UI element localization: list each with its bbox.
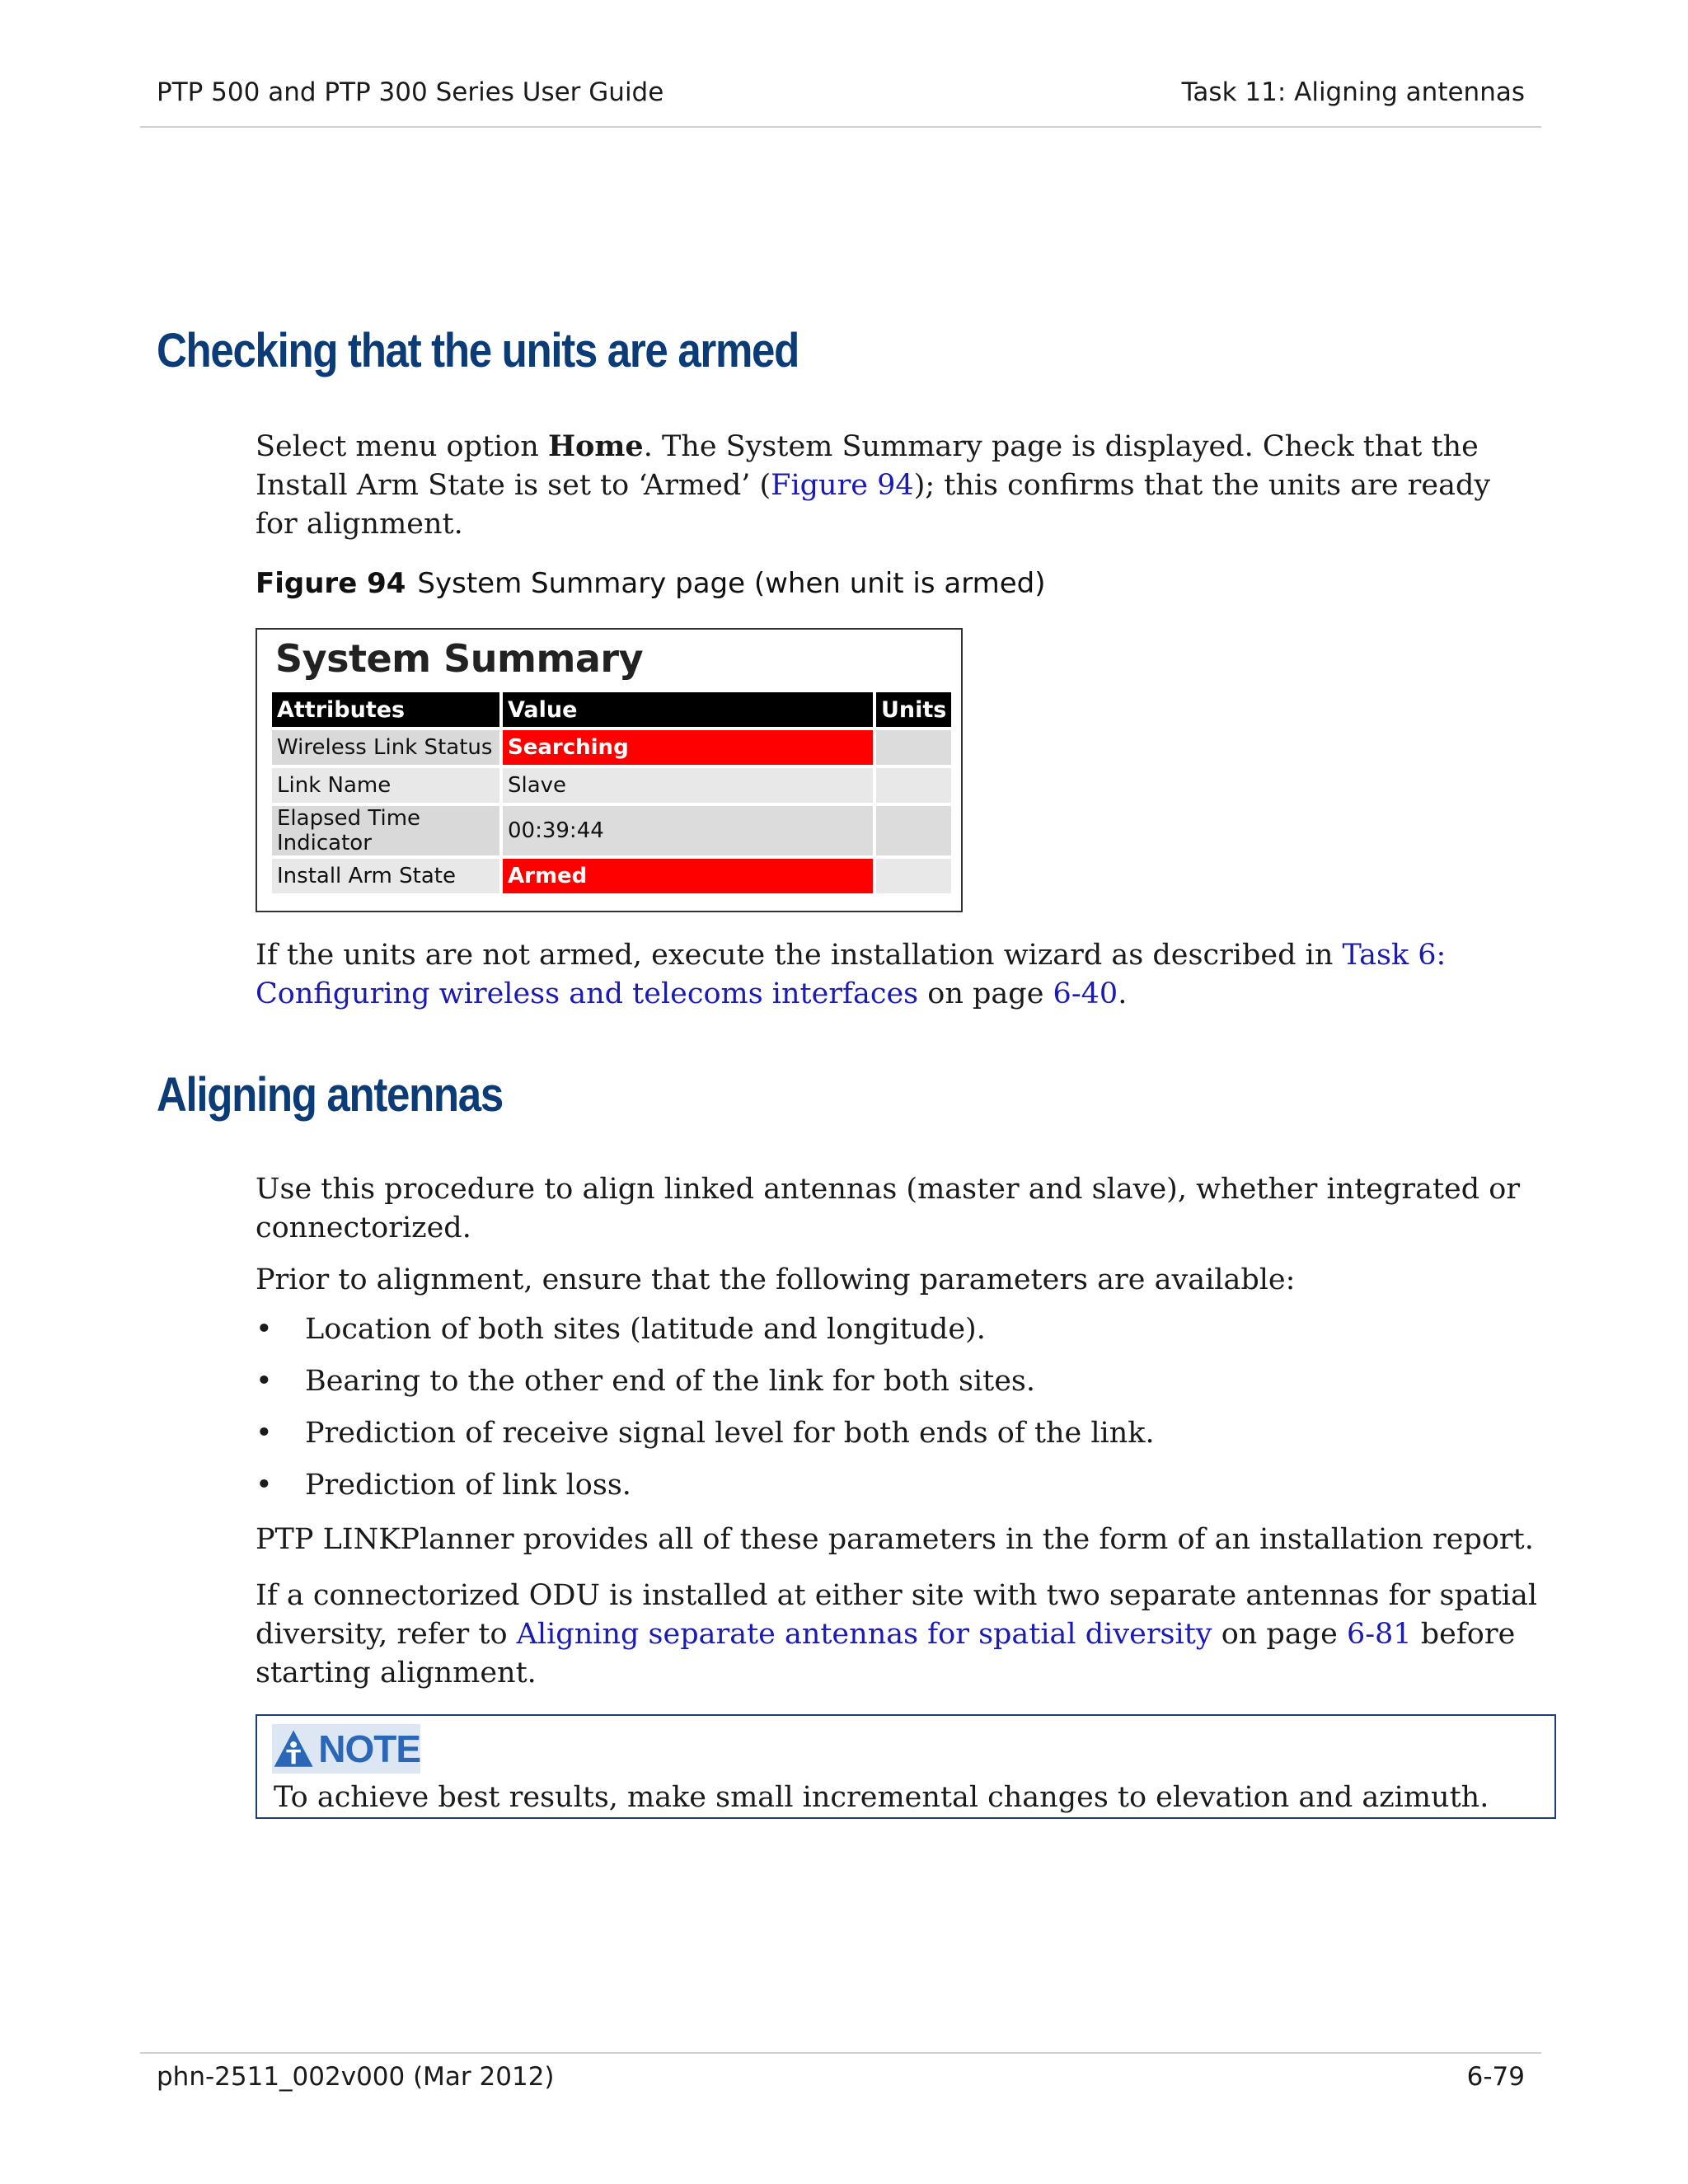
intro-paragraph [256, 427, 1541, 544]
header-value: Value [503, 692, 873, 727]
page-6-40-link[interactable]: 6-40 [1053, 977, 1118, 1010]
header-units: Units [876, 692, 951, 727]
value-armed: Armed [503, 859, 873, 893]
intro-text-2: . The System Summary page is displayed. Check that the Install Arm State is set to ‘Armed’ ( [256, 430, 1479, 502]
procedure-paragraph: Use this procedure to align linked antennas (master and slave), whether integrated or connectorized. [256, 1173, 1521, 1244]
footer-rule [140, 2052, 1541, 2054]
table-row [272, 730, 951, 765]
intro-text-1: Select menu option [256, 430, 548, 463]
header-guide-title: PTP 500 and PTP 300 Series User Guide [157, 77, 664, 107]
list-item: • Prediction of link loss. [256, 1466, 1541, 1518]
page-6-81-link[interactable]: 6-81 [1346, 1618, 1412, 1651]
note-text: To achieve best results, make small incremental changes to elevation and azimuth. [274, 1781, 1489, 1814]
figure-caption [256, 567, 1045, 600]
note-box [256, 1714, 1556, 1819]
task-6-link[interactable]: Task 6: Configuring wireless and telecoms interfaces [256, 939, 1447, 1010]
not-armed-text-2: on page [918, 977, 1053, 1010]
value-searching: Searching [503, 730, 873, 765]
not-armed-text-1: If the units are not armed, execute the installation wizard as described in [256, 939, 1343, 972]
units-cell [876, 806, 951, 855]
figure-number: Figure 94 [256, 567, 406, 600]
not-armed-paragraph [256, 936, 1541, 1014]
table-row [272, 859, 951, 893]
note-label: NOTE [318, 1727, 420, 1770]
system-summary-screenshot [256, 628, 963, 912]
value-elapsed-time: 00:39:44 [503, 806, 873, 855]
units-cell [876, 859, 951, 893]
list-item: • Location of both sites (latitude and longitude). [256, 1310, 1541, 1362]
attribute-install-arm-state: Install Arm State [272, 859, 499, 893]
section-heading-aligning-antennas: Aligning antennas [157, 1068, 503, 1122]
table-row [272, 768, 951, 803]
footer-page-number: 6-79 [1466, 2062, 1525, 2092]
section-heading-checking-armed: Checking that the units are armed [157, 324, 799, 377]
connectorized-paragraph [256, 1577, 1541, 1693]
system-summary-title: System Summary [275, 636, 644, 681]
list-item: • Prediction of receive signal level for both ends of the link. [256, 1414, 1541, 1466]
parameters-list [256, 1310, 1541, 1518]
header-rule [140, 126, 1541, 128]
intro-text-3: ); this confirms that the units are ready for alignment. [256, 469, 1491, 541]
units-cell [876, 730, 951, 765]
units-cell [876, 768, 951, 803]
connectorized-text-3: before starting alignment. [256, 1618, 1516, 1690]
header-attributes: Attributes [272, 692, 499, 727]
note-warning-icon [272, 1724, 315, 1774]
attribute-elapsed-time: Elapsed Time Indicator [272, 806, 499, 855]
attribute-wireless-link-status: Wireless Link Status [272, 730, 499, 765]
value-link-name: Slave [503, 768, 873, 803]
home-menu-option: Home [547, 429, 644, 463]
table-row [272, 806, 951, 855]
figure-94-link[interactable]: Figure 94 [771, 469, 914, 502]
attribute-link-name: Link Name [272, 768, 499, 803]
prior-paragraph: Prior to alignment, ensure that the following parameters are available: [256, 1263, 1296, 1296]
header-task-title: Task 11: Aligning antennas [1181, 77, 1525, 107]
connectorized-text-1: If a connectorized ODU is installed at either site with two separate antennas for spatial diversity, refer to [256, 1579, 1538, 1651]
page-header [157, 77, 1525, 107]
table-header-row [272, 692, 951, 727]
note-badge [272, 1724, 420, 1774]
figure-caption-text: System Summary page (when unit is armed) [417, 567, 1046, 600]
spatial-diversity-link[interactable]: Aligning separate antennas for spatial diversity [516, 1618, 1212, 1651]
connectorized-text-2: on page [1212, 1618, 1347, 1651]
system-summary-table [269, 689, 954, 897]
not-armed-text-3: . [1118, 977, 1128, 1010]
page-footer [157, 2062, 1525, 2092]
footer-document-id: phn-2511_002v000 (Mar 2012) [157, 2062, 555, 2092]
list-item: • Bearing to the other end of the link for both sites. [256, 1362, 1541, 1414]
linkplanner-paragraph: PTP LINKPlanner provides all of these parameters in the form of an installation report. [256, 1523, 1534, 1556]
